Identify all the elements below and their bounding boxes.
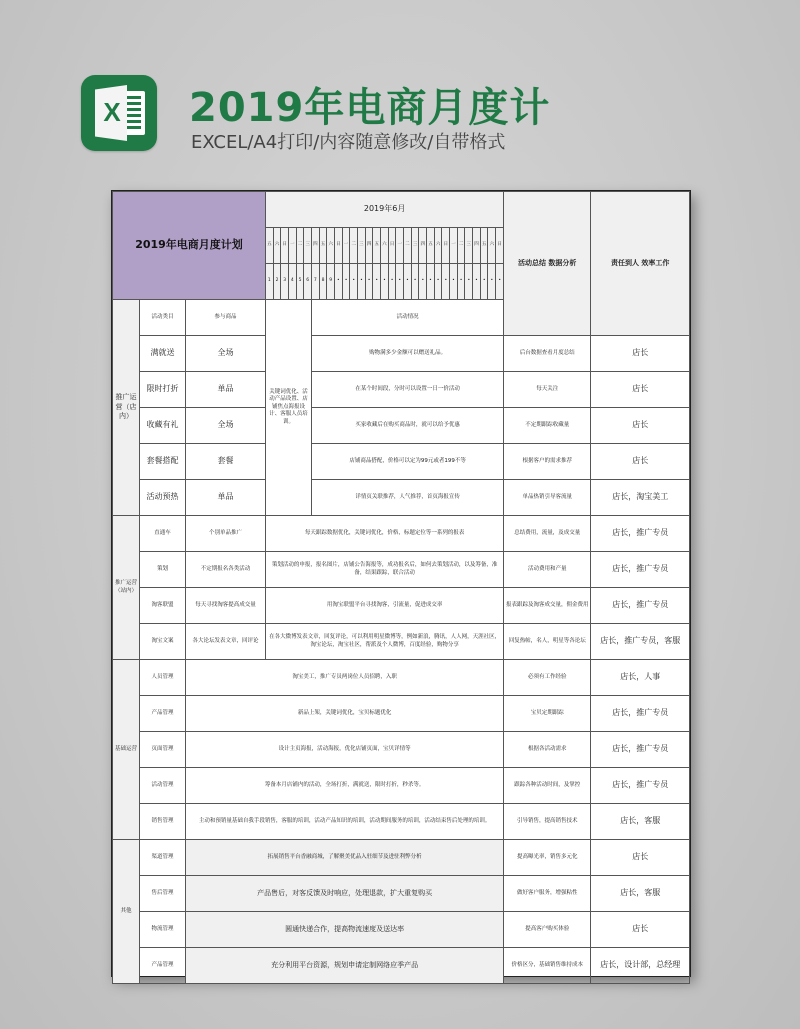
summary-cell: 活动费用和产量 bbox=[504, 552, 591, 588]
category-cell: 收藏有礼 bbox=[140, 408, 186, 444]
day-number-cell: • bbox=[342, 264, 350, 300]
day-number-cell: • bbox=[404, 264, 412, 300]
table-row bbox=[113, 444, 690, 480]
owner-cell: 店长，推广专员 bbox=[591, 768, 690, 804]
summary-cell: 根据客户的需求推荐 bbox=[504, 444, 591, 480]
summary-cell: 回复热帖，名人，明星等各论坛 bbox=[504, 624, 591, 660]
table-row bbox=[113, 408, 690, 444]
category-cell: 限时打折 bbox=[140, 372, 186, 408]
weekday-cell: 六 bbox=[488, 228, 496, 264]
weekday-cell: 四 bbox=[473, 228, 481, 264]
weekday-cell: 六 bbox=[381, 228, 389, 264]
section-label: 推广运营（站内） bbox=[113, 516, 140, 660]
summary-cell: 跟踪各种活动时间，及掌控 bbox=[504, 768, 591, 804]
day-number-cell: • bbox=[381, 264, 389, 300]
x-letter: X bbox=[103, 97, 121, 127]
banner-subtitle: EXCEL/A4打印/内容随意修改/自带格式 bbox=[191, 132, 506, 153]
weekday-cell: 二 bbox=[350, 228, 358, 264]
month-label: 2019年6月 bbox=[266, 192, 504, 228]
summary-cell: 总结费用，流量，及成交量 bbox=[504, 516, 591, 552]
category-cell: 活动预热 bbox=[140, 480, 186, 516]
table-row bbox=[113, 660, 690, 696]
day-number-cell: 2 bbox=[273, 264, 281, 300]
section-label: 推广运营（店内） bbox=[113, 300, 140, 516]
weekday-cell: 六 bbox=[327, 228, 335, 264]
details-cell: 买家收藏后在购买商品时，就可以给予优惠 bbox=[312, 408, 504, 444]
weekday-cell: 二 bbox=[296, 228, 304, 264]
owner-cell: 店长 bbox=[591, 912, 690, 948]
summary-cell: 每天关注 bbox=[504, 372, 591, 408]
weekday-cell: 三 bbox=[411, 228, 419, 264]
day-number-cell: • bbox=[373, 264, 381, 300]
weekday-cell: 四 bbox=[419, 228, 427, 264]
details-cell: 在某个时间段，分时可以设置一日一价活动 bbox=[312, 372, 504, 408]
weekday-cell: 日 bbox=[281, 228, 289, 264]
category-cell: 套餐搭配 bbox=[140, 444, 186, 480]
day-number-cell: • bbox=[434, 264, 442, 300]
subheader-details: 活动情况 bbox=[312, 300, 504, 336]
day-number-cell: • bbox=[335, 264, 343, 300]
details-cell: 产品售后，对客反馈及时响应，处理退款，扩大重复购买 bbox=[186, 876, 504, 912]
owner-cell: 店长 bbox=[591, 372, 690, 408]
sheet-title: 2019年电商月度计划 bbox=[113, 192, 266, 300]
details-cell: 拓展销售平台香融商城，了解聚美优品入驻细节及进驻利弊分析 bbox=[186, 840, 504, 876]
subheader-products: 参与商品 bbox=[186, 300, 266, 336]
weekday-cell: 四 bbox=[312, 228, 320, 264]
category-cell: 产品管理 bbox=[140, 948, 186, 984]
owner-cell: 店长，客服 bbox=[591, 876, 690, 912]
category-cell: 淘客联盟 bbox=[140, 588, 186, 624]
details-cell: 设计主页海报，活动海报，优化店铺页面，宝贝详情等 bbox=[186, 732, 504, 768]
weekday-cell: 三 bbox=[304, 228, 312, 264]
banner-title: 2019年电商月度计 bbox=[189, 85, 551, 131]
summary-cell: 引导销售，提高销售技术 bbox=[504, 804, 591, 840]
day-number-cell: • bbox=[419, 264, 427, 300]
table-row bbox=[113, 804, 690, 840]
category-cell: 产品管理 bbox=[140, 696, 186, 732]
table-row bbox=[113, 912, 690, 948]
table-row bbox=[113, 372, 690, 408]
weekday-cell: 日 bbox=[442, 228, 450, 264]
section-label: 其他 bbox=[113, 840, 140, 984]
day-number-cell: • bbox=[480, 264, 488, 300]
products-cell: 个别单品推广 bbox=[186, 516, 266, 552]
spreadsheet-preview bbox=[111, 190, 691, 977]
category-cell: 策划 bbox=[140, 552, 186, 588]
details-cell: 店铺商品搭配，价格可以定为99元或者199不等 bbox=[312, 444, 504, 480]
owner-cell: 店长，淘宝美工 bbox=[591, 480, 690, 516]
weekday-cell: 一 bbox=[342, 228, 350, 264]
weekday-cell: 一 bbox=[450, 228, 458, 264]
details-cell: 充分利用平台资源，规划申请定制网络应季产品 bbox=[186, 948, 504, 984]
day-number-cell: • bbox=[488, 264, 496, 300]
weekday-cell: 五 bbox=[266, 228, 274, 264]
table-row bbox=[113, 552, 690, 588]
day-number-cell: 1 bbox=[266, 264, 274, 300]
owner-cell: 店长，推广专员 bbox=[591, 588, 690, 624]
summary-cell: 必须有工作经验 bbox=[504, 660, 591, 696]
owner-cell: 店长，推广专员 bbox=[591, 696, 690, 732]
day-number-cell: • bbox=[411, 264, 419, 300]
summary-cell: 报表跟踪及淘客成交量，佣金费用 bbox=[504, 588, 591, 624]
details-cell: 每天跟踪数据优化，关键词优化，价格，标题定位等一系列的报表 bbox=[266, 516, 504, 552]
products-cell: 单品 bbox=[186, 372, 266, 408]
products-cell: 单品 bbox=[186, 480, 266, 516]
day-number-cell: • bbox=[388, 264, 396, 300]
day-number-cell: • bbox=[457, 264, 465, 300]
details-cell: 购物满多少金额可以赠送礼品。 bbox=[312, 336, 504, 372]
weekday-cell: 日 bbox=[496, 228, 504, 264]
plan-table bbox=[112, 191, 690, 984]
category-cell: 渠道管理 bbox=[140, 840, 186, 876]
day-number-cell: • bbox=[427, 264, 435, 300]
summary-cell: 不定期跟踪收藏量 bbox=[504, 408, 591, 444]
details-cell: 淘宝美工，推广专员两岗位人员招聘，入职 bbox=[186, 660, 504, 696]
day-number-cell: 5 bbox=[296, 264, 304, 300]
table-row bbox=[113, 732, 690, 768]
weekday-cell: 三 bbox=[465, 228, 473, 264]
category-cell: 人员管理 bbox=[140, 660, 186, 696]
owner-cell: 店长，推广专员，客服 bbox=[591, 624, 690, 660]
weekday-cell: 二 bbox=[404, 228, 412, 264]
day-number-cell: • bbox=[450, 264, 458, 300]
category-cell: 物流管理 bbox=[140, 912, 186, 948]
products-cell: 每天寻找淘客提高成交量 bbox=[186, 588, 266, 624]
category-cell: 直通车 bbox=[140, 516, 186, 552]
weekday-cell: 六 bbox=[434, 228, 442, 264]
summary-cell: 单品热销引导客流量 bbox=[504, 480, 591, 516]
day-number-cell: 6 bbox=[304, 264, 312, 300]
owner-cell: 店长，推广专员 bbox=[591, 516, 690, 552]
owner-cell: 店长，客服 bbox=[591, 804, 690, 840]
details-cell: 圆通快递合作，提高物流速度及送达率 bbox=[186, 912, 504, 948]
summary-cell: 提高曝光率，销售多元化 bbox=[504, 840, 591, 876]
products-cell: 套餐 bbox=[186, 444, 266, 480]
summary-cell: 宝贝定期跟踪 bbox=[504, 696, 591, 732]
weekday-cell: 日 bbox=[335, 228, 343, 264]
details-cell: 用淘宝联盟平台寻找淘客，引流量，促进成交率 bbox=[266, 588, 504, 624]
owner-column-header: 责任到人 效率工作 bbox=[591, 192, 690, 336]
category-cell: 销售管理 bbox=[140, 804, 186, 840]
summary-cell: 价格区分，基础销售维持成本 bbox=[504, 948, 591, 984]
weekday-cell: 一 bbox=[289, 228, 297, 264]
products-cell: 全场 bbox=[186, 408, 266, 444]
day-number-cell: 3 bbox=[281, 264, 289, 300]
day-number-cell: • bbox=[350, 264, 358, 300]
summary-cell: 后台数据查看月度总结 bbox=[504, 336, 591, 372]
category-cell: 淘宝文案 bbox=[140, 624, 186, 660]
weekday-cell: 五 bbox=[319, 228, 327, 264]
details-cell: 在各大微博发表文章，回复评论，可以利用明星微博等，例如新浪，腾讯，人人网，天涯社区，淘宝论坛，淘宝社区，帮派及个人微博，百度经验，购物分享 bbox=[266, 624, 504, 660]
table-row bbox=[113, 696, 690, 732]
weekday-cell: 一 bbox=[396, 228, 404, 264]
table-row bbox=[113, 480, 690, 516]
products-cell: 不定期报名各类活动 bbox=[186, 552, 266, 588]
day-number-cell: • bbox=[365, 264, 373, 300]
details-cell: 详情页关联推荐，人气推荐，首页海报宣传 bbox=[312, 480, 504, 516]
section-label: 基础运营 bbox=[113, 660, 140, 840]
category-cell: 页面管理 bbox=[140, 732, 186, 768]
summary-cell: 做好客户服务，增强粘性 bbox=[504, 876, 591, 912]
weekday-cell: 六 bbox=[273, 228, 281, 264]
weekday-cell: 日 bbox=[388, 228, 396, 264]
owner-cell: 店长 bbox=[591, 408, 690, 444]
day-number-cell: 8 bbox=[319, 264, 327, 300]
day-number-cell: • bbox=[358, 264, 366, 300]
category-cell: 活动管理 bbox=[140, 768, 186, 804]
shared-note: 关键词优化、活动产品设置、店铺焦点海报设计、客服人员培训。 bbox=[266, 300, 312, 516]
owner-cell: 店长，推广专员 bbox=[591, 552, 690, 588]
details-cell: 主动和预销量基础自我手段销售，客服的培训，活动产品知识的培训，活动期间服务的培训，活动结束售后处理的培训。 bbox=[186, 804, 504, 840]
table-row bbox=[113, 876, 690, 912]
owner-cell: 店长 bbox=[591, 444, 690, 480]
day-number-cell: • bbox=[473, 264, 481, 300]
summary-cell: 提高客户购买体验 bbox=[504, 912, 591, 948]
table-row bbox=[113, 948, 690, 984]
details-cell: 新品上架，关键词优化，宝贝标题优化 bbox=[186, 696, 504, 732]
table-row bbox=[113, 840, 690, 876]
weekday-cell: 三 bbox=[358, 228, 366, 264]
weekday-cell: 二 bbox=[457, 228, 465, 264]
weekday-cell: 五 bbox=[480, 228, 488, 264]
day-number-cell: • bbox=[442, 264, 450, 300]
table-row bbox=[113, 624, 690, 660]
day-number-cell: 7 bbox=[312, 264, 320, 300]
summary-cell: 根据各活动需求 bbox=[504, 732, 591, 768]
owner-cell: 店长，推广专员 bbox=[591, 732, 690, 768]
day-number-cell: 9 bbox=[327, 264, 335, 300]
excel-icon bbox=[81, 75, 157, 151]
owner-cell: 店长，设计部，总经理 bbox=[591, 948, 690, 984]
table-row bbox=[113, 336, 690, 372]
table-row bbox=[113, 768, 690, 804]
subheader-category: 活动类目 bbox=[140, 300, 186, 336]
day-number-cell: 4 bbox=[289, 264, 297, 300]
table-row bbox=[113, 516, 690, 552]
weekday-cell: 五 bbox=[373, 228, 381, 264]
details-cell: 策划活动的申报，报名图片，店铺公告海报等，成功报名后，如何去策划活动，以及筹备，准备，结果跟踪，联合活动 bbox=[266, 552, 504, 588]
category-cell: 售后管理 bbox=[140, 876, 186, 912]
owner-cell: 店长 bbox=[591, 336, 690, 372]
weekday-cell: 四 bbox=[365, 228, 373, 264]
summary-column-header: 活动总结 数据分析 bbox=[504, 192, 591, 336]
products-cell: 全场 bbox=[186, 336, 266, 372]
day-number-cell: • bbox=[465, 264, 473, 300]
table-row bbox=[113, 588, 690, 624]
owner-cell: 店长，人事 bbox=[591, 660, 690, 696]
day-number-cell: • bbox=[396, 264, 404, 300]
weekday-cell: 五 bbox=[427, 228, 435, 264]
category-cell: 满就送 bbox=[140, 336, 186, 372]
owner-cell: 店长 bbox=[591, 840, 690, 876]
details-cell: 筹备本月店铺内的活动，全场打折，满就送，限时打折，秒杀等。 bbox=[186, 768, 504, 804]
day-number-cell: • bbox=[496, 264, 504, 300]
products-cell: 各大论坛发表文章，回评论 bbox=[186, 624, 266, 660]
